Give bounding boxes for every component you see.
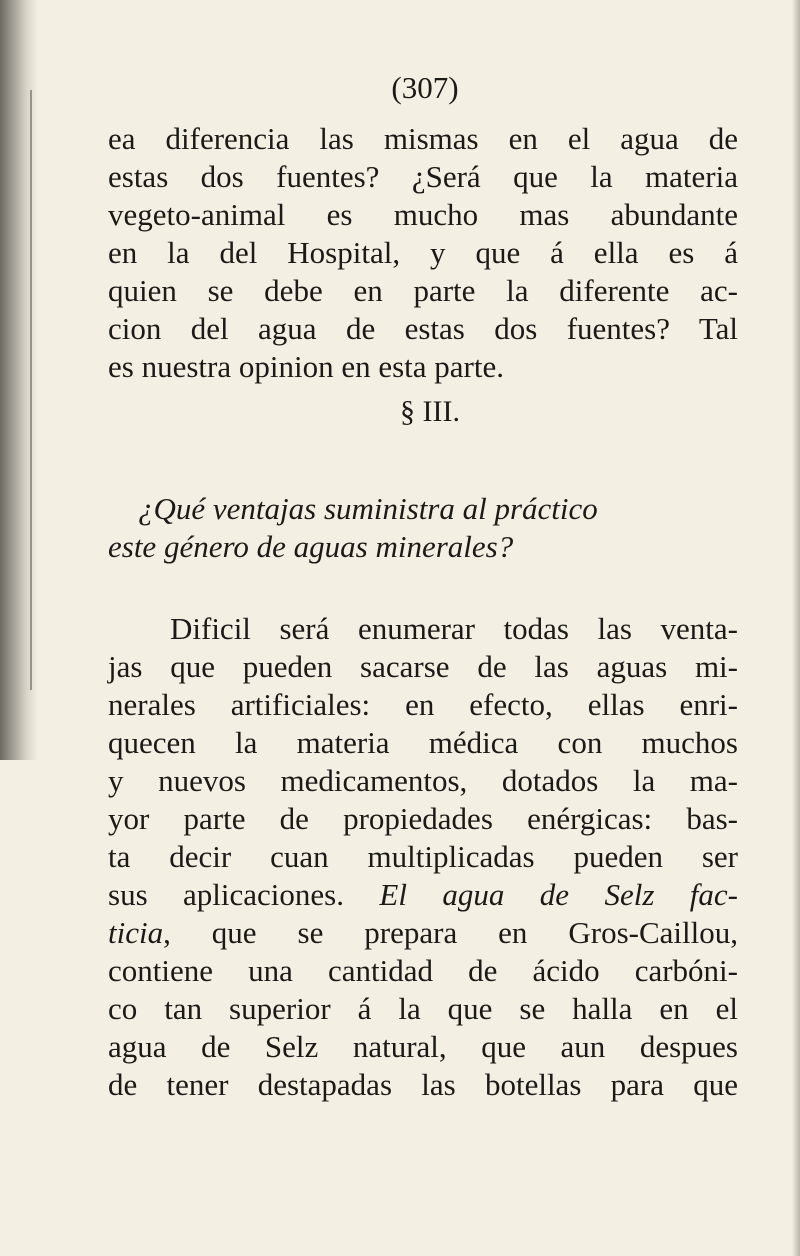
text-run: sus aplicaciones. <box>108 877 380 912</box>
text-line: quien se debe en parte la diferente ac- <box>108 273 738 308</box>
text-line: y nuevos medicamentos, dotados la ma- <box>108 763 738 798</box>
heading-line: ¿Qué ventajas suministra al práctico <box>138 491 598 526</box>
text-line: jas que pueden sacarse de las aguas mi- <box>108 649 738 684</box>
italic-title: El agua de Selz fac- <box>379 877 738 912</box>
text-line: de tener destapadas las botellas para que <box>108 1067 738 1102</box>
paragraph-main <box>108 610 738 1104</box>
text-line: en la del Hospital, y que á ella es á <box>108 235 738 270</box>
text-line: agua de Selz natural, que aun despues <box>108 1029 738 1064</box>
text-line: contiene una cantidad de ácido carbóni- <box>108 953 738 988</box>
text-line: estas dos fuentes? ¿Será que la materia <box>108 159 738 194</box>
page-binding-edge <box>30 90 32 690</box>
text-line: ea diferencia las mismas en el agua de <box>108 121 738 156</box>
page-right-edge <box>792 0 800 1256</box>
text-line: ta decir cuan multiplicadas pueden ser <box>108 839 738 874</box>
section-heading <box>108 490 738 566</box>
text-line: Dificil será enumerar todas las venta- <box>170 611 738 646</box>
text-line: quecen la materia médica con muchos <box>108 725 738 760</box>
text-line: yor parte de propiedades enérgicas: bas- <box>108 801 738 836</box>
text-line: vegeto-animal es mucho mas abundante <box>108 197 738 232</box>
text-line <box>108 876 738 914</box>
section-number: § III. <box>400 395 460 428</box>
page-number: (307) <box>391 70 459 105</box>
text-line: cion del agua de estas dos fuentes? Tal <box>108 311 738 346</box>
text-line: co tan superior á la que se halla en el <box>108 991 738 1026</box>
text-line: nerales artificiales: en efecto, ellas enri- <box>108 687 738 722</box>
text-run: , que se prepara en Gros-Caillou, <box>163 915 738 950</box>
italic-title: ticia <box>108 915 164 950</box>
text-line: es nuestra opinion en esta parte. <box>108 349 504 384</box>
heading-line: este género de aguas minerales? <box>108 529 514 564</box>
page-binding-shadow <box>0 0 38 760</box>
paragraph-continued <box>108 120 738 386</box>
text-line <box>108 914 738 952</box>
